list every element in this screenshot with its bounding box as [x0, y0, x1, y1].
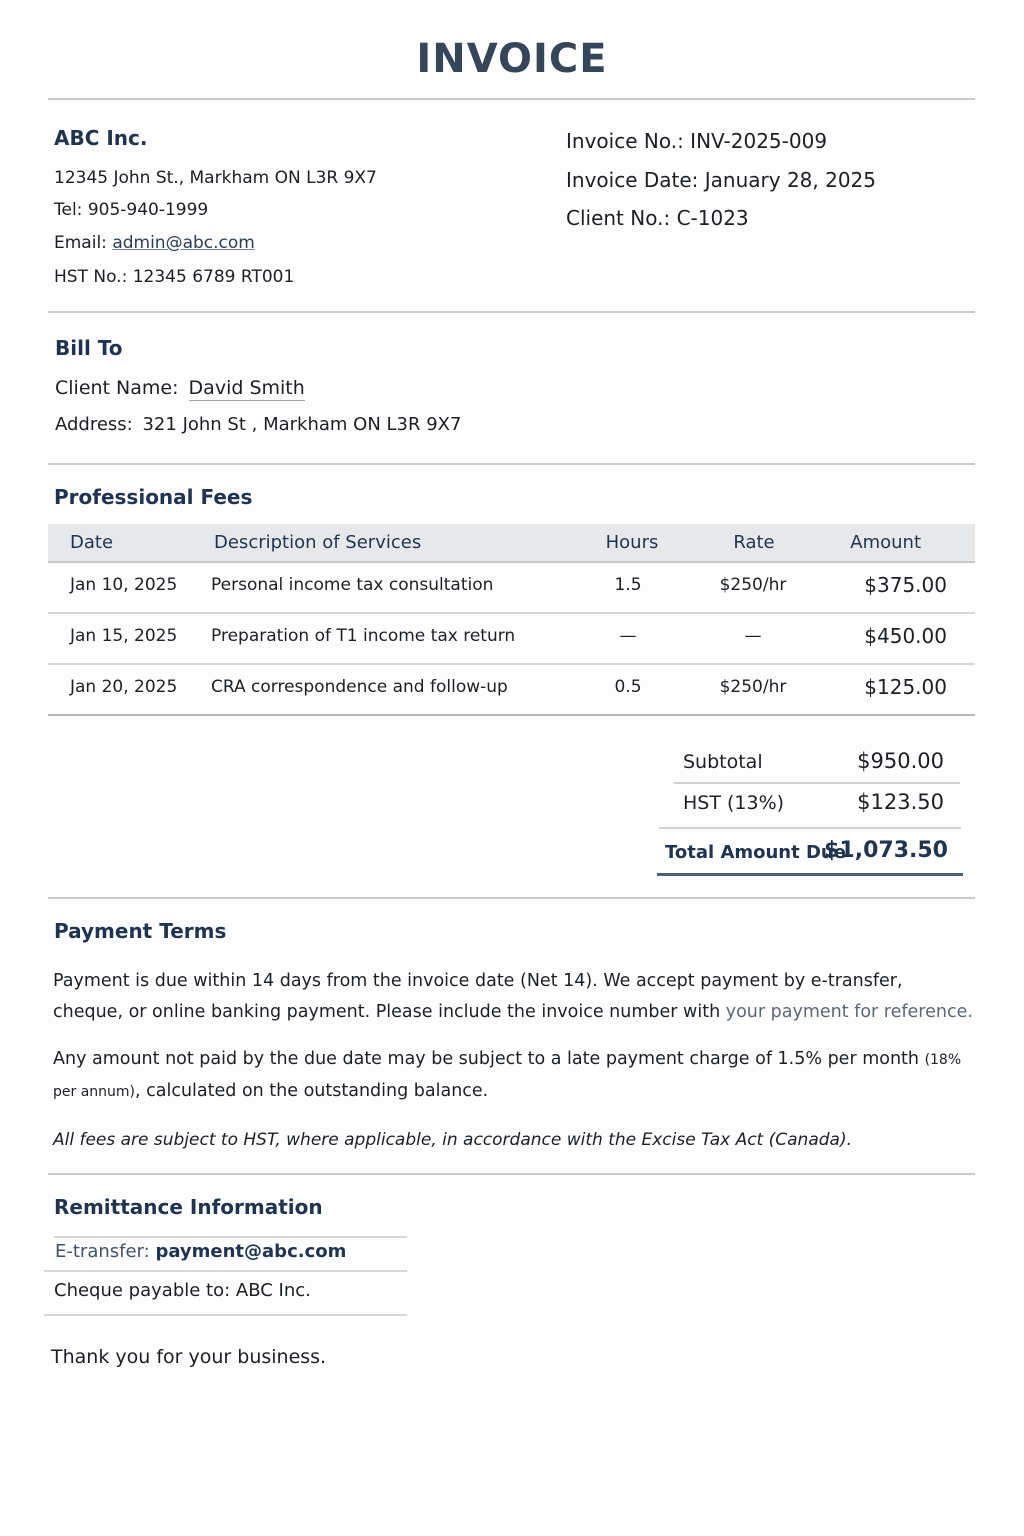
email-link[interactable]: admin@abc.com: [112, 233, 255, 253]
etransfer-label: E-transfer:: [55, 1241, 150, 1262]
company-name: ABC Inc.: [54, 126, 148, 150]
divider: [48, 98, 975, 100]
client-number-label: Client No.:: [566, 206, 671, 230]
subtotal-value: $950.00: [857, 749, 944, 773]
closing-message: Thank you for your business.: [51, 1346, 327, 1368]
divider: [44, 1270, 407, 1272]
tel-label: Tel:: [54, 200, 83, 220]
invoice-date-value: January 28, 2025: [704, 168, 877, 192]
tax-label: HST (13%): [683, 792, 785, 814]
row-rate: $250/hr: [719, 677, 787, 697]
cheque-label: Cheque payable to:: [54, 1280, 231, 1301]
table-row: [48, 563, 975, 614]
column-header-description: Description of Services: [214, 532, 422, 553]
client-number: [566, 206, 749, 230]
divider: [48, 1173, 975, 1175]
invoice-date: [566, 168, 876, 192]
etransfer-row: [55, 1241, 346, 1262]
row-hours: 1.5: [614, 575, 642, 595]
divider: [48, 897, 975, 899]
payment-terms-heading: Payment Terms: [54, 919, 227, 943]
column-header-date: Date: [70, 532, 114, 553]
total-underline: [657, 873, 963, 876]
tax-value: $123.50: [857, 790, 944, 814]
invoice-number-label: Invoice No.:: [566, 129, 684, 153]
remittance-heading: Remittance Information: [54, 1195, 323, 1219]
row-description: Preparation of T1 income tax return: [211, 626, 516, 646]
row-amount: $375.00: [864, 573, 947, 597]
column-header-rate: Rate: [733, 532, 775, 553]
divider: [659, 827, 961, 829]
row-description: CRA correspondence and follow-up: [211, 677, 508, 697]
email-label: Email:: [54, 233, 107, 253]
divider: [48, 463, 975, 465]
company-tel: [54, 200, 208, 220]
row-date: Jan 10, 2025: [70, 575, 178, 595]
fees-table-header: [48, 524, 975, 563]
column-header-amount: Amount: [850, 532, 921, 553]
payment-terms-reference-text: your payment for reference.: [725, 1002, 973, 1022]
invoice-date-label: Invoice Date:: [566, 168, 699, 192]
column-header-hours: Hours: [605, 532, 659, 553]
late-charge-end: , calculated on the outstanding balance.: [135, 1081, 489, 1101]
client-number-value: C-1023: [676, 206, 749, 230]
payment-terms-paragraph-1: [53, 966, 973, 1028]
client-name-row: [55, 377, 305, 399]
hst-label: HST No.:: [54, 267, 128, 287]
hst-value: 12345 6789 RT001: [132, 267, 295, 287]
row-rate: $250/hr: [719, 575, 787, 595]
client-name-value: David Smith: [188, 377, 305, 399]
invoice-number-value: INV-2025-009: [690, 129, 828, 153]
divider: [54, 1236, 407, 1238]
invoice-number: [566, 129, 827, 153]
row-amount: $450.00: [864, 624, 947, 648]
row-rate: —: [744, 626, 762, 646]
late-charge-text: Any amount not paid by the due date may be subject to a late payment charge of 1.5% per month: [53, 1049, 925, 1069]
late-charge-annual: (18% per annum): [53, 1052, 962, 1100]
divider: [44, 1314, 407, 1316]
company-hst: [54, 267, 294, 287]
invoice-title: INVOICE: [416, 36, 608, 82]
professional-fees-heading: Professional Fees: [54, 485, 253, 509]
total-due-value: $1,073.50: [824, 838, 948, 863]
etransfer-email[interactable]: payment@abc.com: [155, 1241, 347, 1262]
divider: [674, 782, 960, 784]
company-address: 12345 John St., Markham ON L3R 9X7: [54, 168, 377, 188]
row-amount: $125.00: [864, 675, 947, 699]
cheque-row: [54, 1280, 311, 1301]
row-hours: 0.5: [614, 677, 642, 697]
total-due-label: Total Amount Due: [665, 842, 846, 863]
cheque-payee: ABC Inc.: [235, 1280, 311, 1301]
company-email: [54, 233, 255, 253]
payment-terms-text: Payment is due within 14 days from the invoice date (Net 14). We accept payment by e-transfer, cheque, or online banking payment. Please include the invoice number with: [53, 971, 903, 1022]
row-date: Jan 15, 2025: [70, 626, 178, 646]
row-description: Personal income tax consultation: [211, 575, 494, 595]
payment-terms-paragraph-2: [53, 1044, 973, 1108]
row-date: Jan 20, 2025: [70, 677, 178, 697]
client-address-label: Address:: [55, 414, 133, 435]
table-row: [48, 614, 975, 665]
divider: [48, 311, 975, 313]
client-name-label: Client Name:: [55, 377, 179, 399]
hst-notice: All fees are subject to HST, where applicable, in accordance with the Excise Tax Act (Canada).: [53, 1130, 852, 1150]
client-address-row: [55, 414, 461, 435]
subtotal-label: Subtotal: [683, 751, 763, 773]
table-row: [48, 665, 975, 716]
row-hours: —: [619, 626, 637, 646]
bill-to-heading: Bill To: [55, 336, 123, 360]
fees-table: [48, 524, 975, 716]
tel-value: 905-940-1999: [87, 200, 209, 220]
client-address-value: 321 John St , Markham ON L3R 9X7: [142, 414, 462, 435]
